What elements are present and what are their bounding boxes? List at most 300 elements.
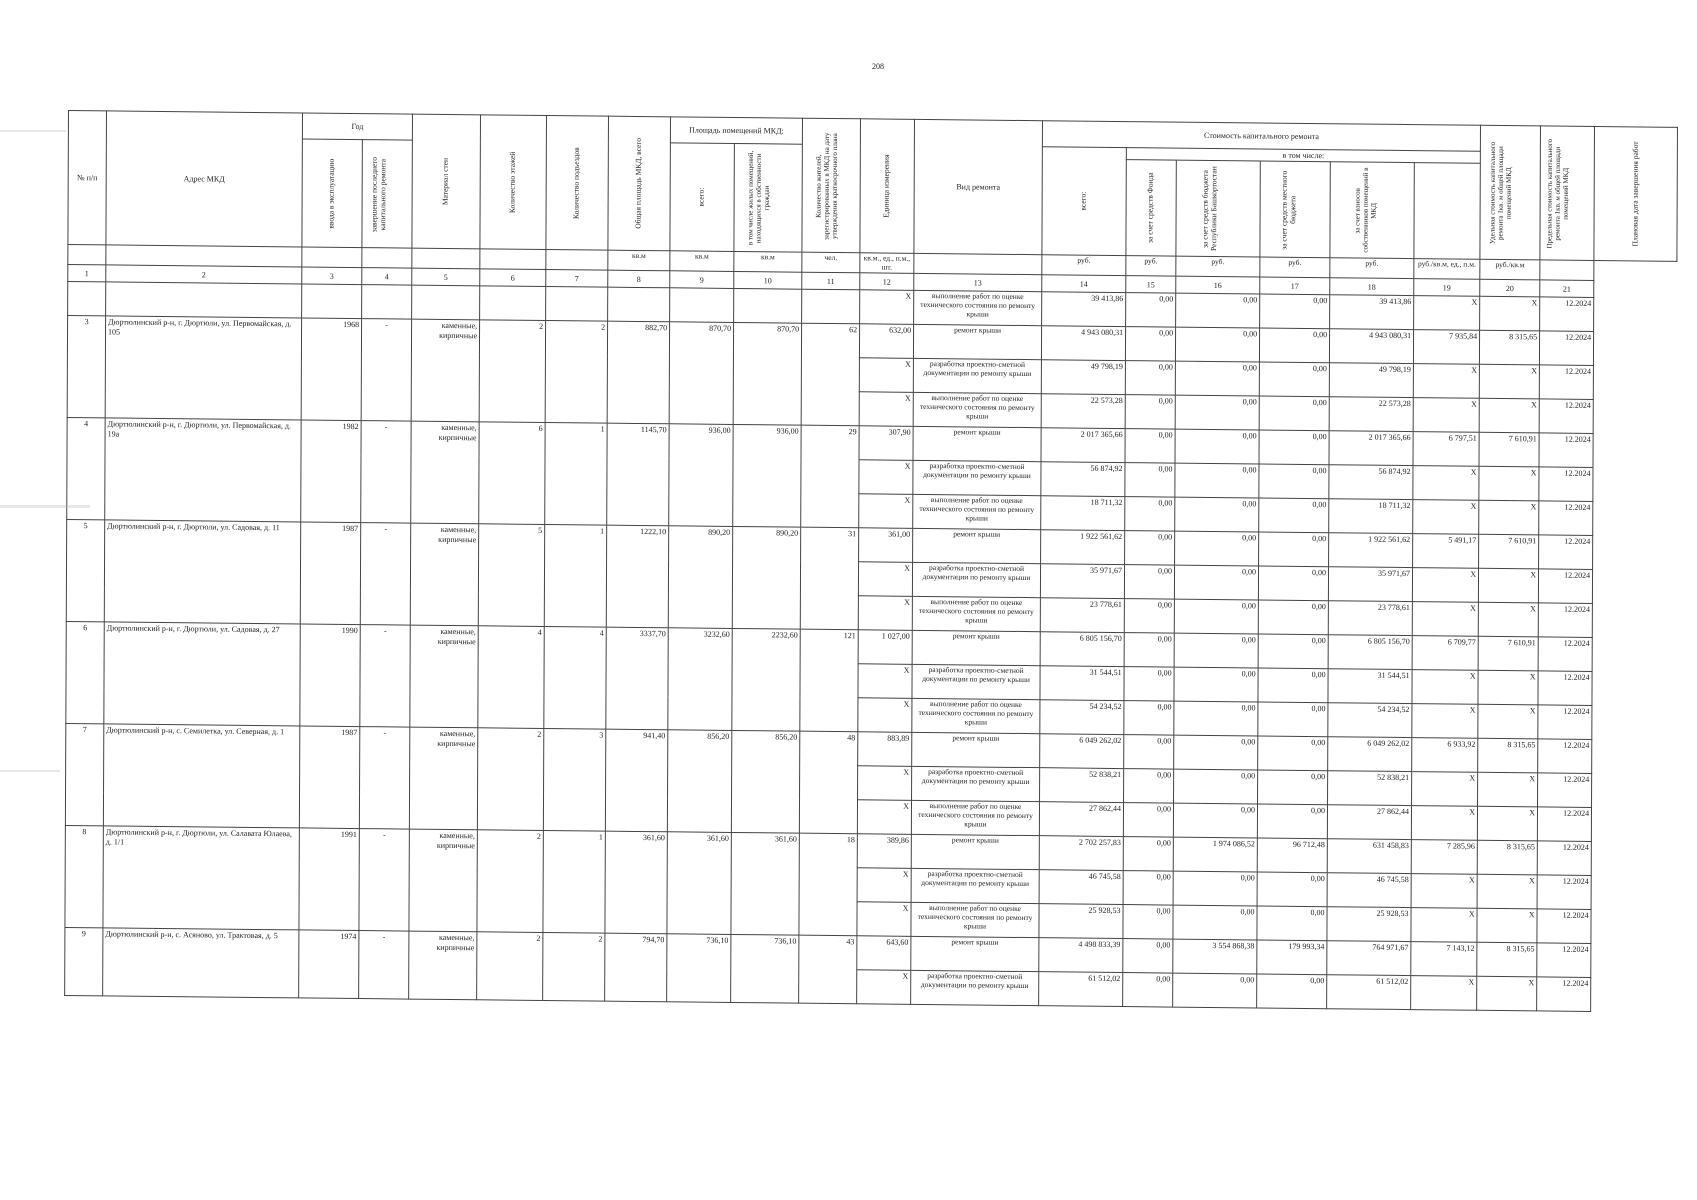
specific-cost: X: [1414, 296, 1480, 331]
cost-owners: 56 874,92: [1329, 465, 1413, 500]
private-area: 936,00: [733, 425, 801, 528]
private-area: 890,20: [732, 527, 800, 630]
total-area: 1145,70: [607, 424, 669, 527]
floors-count: 6: [479, 422, 545, 525]
premises-area: 890,20: [668, 526, 732, 629]
building-address: Дюртюлинский р-н, г. Дюртюли, ул. Первомайская, д. 105: [105, 316, 301, 420]
column-number: 8: [608, 271, 670, 289]
max-cost: X: [1477, 807, 1537, 842]
unit-value: X: [857, 902, 911, 937]
max-cost: 8 315,65: [1480, 331, 1540, 366]
entrances-count: 2: [543, 933, 605, 1002]
planned-date: 12.2024: [1537, 909, 1591, 944]
cost-republic: 0,00: [1175, 464, 1259, 499]
column-number: 9: [670, 271, 734, 289]
cost-local: 0,00: [1258, 600, 1328, 635]
planned-date: 12.2024: [1538, 671, 1592, 706]
wall-material: каменные, кирпичные: [410, 524, 478, 627]
unit-value: X: [859, 358, 913, 393]
cost-total: 2 017 365,66: [1041, 428, 1125, 463]
empty-cell: [480, 286, 546, 321]
cost-owners: 6 805 156,70: [1328, 635, 1412, 670]
unit-value: 361,00: [859, 528, 913, 563]
building-address: Дюртюлинский р-н, г. Дюртюли, ул. Салавата Юлаева, д. 1/1: [103, 826, 299, 930]
cost-republic: 0,00: [1173, 906, 1257, 941]
specific-cost: 6 797,51: [1413, 432, 1479, 467]
cost-republic: 0,00: [1173, 974, 1257, 1009]
cost-owners: 1 922 561,62: [1329, 533, 1413, 568]
cost-local: 0,00: [1258, 566, 1328, 601]
total-area: 361,60: [605, 832, 667, 935]
row-number: 9: [65, 928, 103, 996]
th-year-last-repair: завершение последнего капитального ремонта: [362, 140, 412, 249]
column-number: 10: [734, 272, 802, 290]
th-including-group: в том числе:: [1126, 148, 1480, 164]
unit-value: X: [858, 698, 912, 733]
th-repair-type: Вид ремонта: [914, 119, 1043, 255]
unit-value: 389,86: [857, 834, 911, 869]
row-number: 6: [66, 622, 104, 724]
planned-date: 12.2024: [1540, 297, 1594, 332]
column-number: 4: [362, 268, 412, 286]
specific-cost: 6 933,92: [1412, 738, 1478, 773]
cost-local: 0,00: [1258, 634, 1328, 669]
specific-cost: X: [1413, 500, 1479, 535]
entrances-count: 1: [543, 831, 605, 934]
planned-date: 12.2024: [1537, 841, 1591, 876]
cost-fund: 0,00: [1124, 701, 1174, 736]
building-address: Дюртюлинский р-н, с. Асяново, ул. Трактовая, д. 5: [103, 928, 299, 998]
repair-type: ремонт крыши: [913, 427, 1041, 462]
max-cost: X: [1478, 773, 1538, 808]
cost-total: 2 702 257,83: [1039, 836, 1123, 871]
cost-fund: 0,00: [1124, 565, 1174, 600]
cost-local: 0,00: [1259, 328, 1329, 363]
max-cost: 8 315,65: [1477, 841, 1537, 876]
column-number: 14: [1042, 275, 1126, 293]
year-last-repair: -: [359, 829, 409, 932]
empty-cell: [68, 282, 106, 316]
max-cost: 7 610,91: [1479, 433, 1539, 468]
cost-total: 4 943 080,31: [1041, 326, 1125, 361]
cost-local: 0,00: [1259, 532, 1329, 567]
year-last-repair: -: [360, 523, 410, 626]
cost-republic: 0,00: [1175, 430, 1259, 465]
cost-republic: 0,00: [1175, 328, 1259, 363]
row-number: 7: [65, 724, 103, 826]
cost-republic: 0,00: [1174, 702, 1258, 737]
column-number: 20: [1480, 280, 1540, 298]
unit-value: X: [858, 562, 912, 597]
cost-fund: 0,00: [1123, 973, 1173, 1008]
cost-local: 0,00: [1257, 974, 1327, 1009]
cost-owners: 25 928,53: [1327, 907, 1411, 942]
cost-local: 179 993,34: [1257, 940, 1327, 975]
page-number: 208: [872, 62, 884, 71]
cost-local: 0,00: [1258, 702, 1328, 737]
repair-type: разработка проектно-сметной документации по ремонту крыши: [911, 971, 1039, 1006]
specific-cost: X: [1412, 704, 1478, 739]
planned-date: 12.2024: [1539, 467, 1593, 502]
planned-date: 12.2024: [1537, 875, 1591, 910]
repair-type: выполнение работ по оценке технического состояния по ремонту крыши: [912, 597, 1040, 632]
repair-type: ремонт крыши: [911, 937, 1039, 972]
residents-count: 121: [800, 630, 858, 733]
th-year-group: Год: [302, 113, 412, 140]
row-number: 4: [67, 418, 105, 520]
specific-cost: 5 491,17: [1413, 534, 1479, 569]
cost-owners: 39 413,86: [1330, 295, 1414, 330]
repair-type: выполнение работ по оценке технического состояния по ремонту крыши: [911, 903, 1039, 938]
planned-date: 12.2024: [1539, 399, 1593, 434]
specific-cost: X: [1412, 602, 1478, 637]
th-wall-material: Материал стен: [412, 114, 481, 249]
year-last-repair: -: [359, 727, 409, 830]
cost-total: 56 874,92: [1041, 462, 1125, 497]
repair-type: выполнение работ по оценке технического состояния по ремонту крыши: [914, 291, 1042, 326]
cost-total: 54 234,52: [1040, 700, 1124, 735]
th-republic: за счет средств бюджета Республики Башкортостан: [1176, 160, 1260, 257]
max-cost: 8 315,65: [1477, 943, 1537, 978]
column-number: 17: [1260, 277, 1330, 295]
cost-total: 23 778,61: [1040, 598, 1124, 633]
cost-local: 0,00: [1260, 294, 1330, 329]
cost-fund: 0,00: [1124, 735, 1174, 770]
cost-fund: 0,00: [1124, 667, 1174, 702]
th-entrances: Количество подъездов: [546, 116, 609, 251]
cost-owners: 54 234,52: [1328, 703, 1412, 738]
cost-total: 4 498 833,39: [1039, 938, 1123, 973]
max-cost: X: [1478, 569, 1538, 604]
wall-material: каменные, кирпичные: [411, 320, 479, 423]
max-cost: X: [1478, 671, 1538, 706]
private-area: 870,70: [733, 323, 801, 426]
floors-count: 2: [479, 320, 545, 423]
unit-value: X: [858, 664, 912, 699]
cost-total: 18 711,32: [1041, 496, 1125, 531]
planned-date: 12.2024: [1538, 773, 1592, 808]
th-unit: Единица измерения: [860, 119, 915, 254]
max-cost: X: [1478, 603, 1538, 638]
cost-fund: 0,00: [1123, 837, 1173, 872]
row-number: 3: [67, 316, 105, 418]
premises-area: 736,10: [667, 934, 731, 1003]
cost-local: 96 712,48: [1257, 838, 1327, 873]
repair-type: выполнение работ по оценке технического состояния по ремонту крыши: [911, 801, 1039, 836]
column-number: 5: [412, 269, 480, 287]
year-commission: 1991: [299, 828, 359, 931]
cost-owners: 22 573,28: [1329, 397, 1413, 432]
cost-republic: 0,00: [1173, 804, 1257, 839]
cost-total: 39 413,86: [1042, 292, 1126, 327]
units-row: кв.м кв.м кв.м чел. кв.м., ед., п.м., шт. руб. руб. руб. руб. руб. руб./кв.м, ед., п.м. руб./кв.м: [68, 245, 1677, 282]
empty-cell: [412, 286, 480, 321]
column-number: 18: [1330, 278, 1414, 296]
building-address: Дюртюлинский р-н, г. Дюртюли, ул. Первомайская, д. 19а: [105, 418, 301, 522]
year-last-repair: -: [361, 319, 411, 422]
cost-republic: 0,00: [1174, 770, 1258, 805]
repair-type: разработка проектно-сметной документации по ремонту крыши: [913, 461, 1041, 496]
th-local: за счет средств местного бюджета: [1260, 161, 1330, 258]
max-cost: X: [1478, 705, 1538, 740]
specific-cost: 6 709,77: [1412, 636, 1478, 671]
column-number: 2: [106, 265, 302, 284]
cost-local: 0,00: [1258, 770, 1328, 805]
cost-republic: 0,00: [1173, 872, 1257, 907]
specific-cost: X: [1411, 874, 1477, 909]
max-cost: X: [1480, 297, 1540, 332]
cost-fund: 0,00: [1123, 905, 1173, 940]
th-fund: за счет средств Фонда: [1126, 160, 1176, 257]
th-planned-date: Плановая дата завершения работ: [1594, 126, 1677, 261]
unit-value: 307,90: [859, 426, 913, 461]
cost-fund: 0,00: [1123, 939, 1173, 974]
cost-fund: 0,00: [1124, 599, 1174, 634]
cost-republic: 0,00: [1174, 668, 1258, 703]
row-number: 5: [66, 520, 104, 622]
cost-total: 61 512,02: [1039, 972, 1123, 1007]
repair-type: разработка проектно-сметной документации по ремонту крыши: [913, 359, 1041, 394]
cost-owners: 764 971,67: [1327, 941, 1411, 976]
residents-count: 18: [799, 834, 857, 937]
floors-count: 2: [477, 830, 543, 933]
cost-republic: 1 974 086,52: [1173, 838, 1257, 873]
planned-date: 12.2024: [1540, 331, 1594, 366]
year-last-repair: -: [361, 421, 411, 524]
max-cost: X: [1479, 399, 1539, 434]
repair-type: ремонт крыши: [913, 325, 1041, 360]
specific-cost: X: [1411, 806, 1477, 841]
row-number: 8: [65, 826, 103, 928]
cost-republic: 0,00: [1174, 634, 1258, 669]
empty-cell: [362, 285, 412, 320]
residents-count: 31: [800, 528, 858, 631]
column-number: 1: [68, 265, 106, 282]
th-area-total: всего:: [670, 143, 734, 252]
residents-count: 29: [801, 426, 859, 529]
planned-date: 12.2024: [1537, 977, 1591, 1012]
private-area: 736,10: [731, 935, 799, 1004]
specific-cost: X: [1411, 908, 1477, 943]
entrances-count: 3: [543, 729, 605, 832]
specific-cost: X: [1412, 568, 1478, 603]
cost-fund: 0,00: [1125, 327, 1175, 362]
cost-owners: 61 512,02: [1327, 975, 1411, 1010]
year-last-repair: -: [360, 625, 410, 728]
cost-owners: 46 745,58: [1327, 873, 1411, 908]
entrances-count: 2: [545, 321, 607, 424]
total-area: 794,70: [605, 934, 667, 1003]
specific-cost: X: [1411, 976, 1477, 1011]
planned-date: 12.2024: [1538, 569, 1592, 604]
max-cost: X: [1477, 909, 1537, 944]
floors-count: 2: [477, 728, 543, 831]
cost-owners: 31 544,51: [1328, 669, 1412, 704]
entrances-count: 1: [544, 525, 606, 628]
cost-total: 49 798,19: [1041, 360, 1125, 395]
wall-material: каменные, кирпичные: [411, 422, 479, 525]
capital-repair-table: [64, 110, 1678, 1013]
specific-cost: X: [1413, 398, 1479, 433]
th-year-commission: ввода в эксплуатацию: [302, 139, 362, 248]
cost-total: 1 922 561,62: [1041, 530, 1125, 565]
th-specific-cost: Удельная стоимость капитального ремонта 1кв. м общей площади помещений МКД: [1480, 125, 1541, 260]
cost-total: 6 805 156,70: [1040, 632, 1124, 667]
cost-republic: 0,00: [1176, 294, 1260, 329]
repair-type: разработка проектно-сметной документации по ремонту крыши: [911, 869, 1039, 904]
year-commission: 1968: [301, 318, 361, 421]
planned-date: 12.2024: [1538, 603, 1592, 638]
cost-owners: 4 943 080,31: [1329, 329, 1413, 364]
cost-fund: 0,00: [1123, 871, 1173, 906]
th-address: Адрес МКД: [106, 111, 303, 247]
cost-local: 0,00: [1258, 736, 1328, 771]
total-area: 1222,10: [606, 526, 668, 629]
total-area: 941,40: [605, 730, 667, 833]
cost-republic: 0,00: [1175, 532, 1259, 567]
th-residents: Количество жителей, зарегистрированных в МКД на дату утверждения краткосрочного плана: [802, 118, 861, 253]
planned-date: 12.2024: [1538, 637, 1592, 672]
column-number: 7: [546, 270, 608, 288]
cost-owners: 18 711,32: [1329, 499, 1413, 534]
wall-material: каменные, кирпичные: [409, 728, 477, 831]
private-area: 2232,60: [732, 629, 800, 732]
cost-total: 31 544,51: [1040, 666, 1124, 701]
column-number: 12: [860, 273, 914, 291]
building-address: Дюртюлинский р-н, г. Дюртюли, ул. Садовая, д. 27: [104, 622, 300, 726]
unit-value: X: [858, 596, 912, 631]
cost-local: 0,00: [1259, 464, 1329, 499]
cost-total: 46 745,58: [1039, 870, 1123, 905]
repair-type: ремонт крыши: [912, 631, 1040, 666]
unit-value: X: [857, 868, 911, 903]
total-area: 882,70: [607, 322, 669, 425]
residents-count: 43: [799, 936, 857, 1005]
repair-type: разработка проектно-сметной документации по ремонту крыши: [912, 665, 1040, 700]
th-owners: за счет взносов собственников помещений в МКД: [1330, 162, 1414, 259]
cost-fund: 0,00: [1124, 769, 1174, 804]
cost-fund: 0,00: [1125, 463, 1175, 498]
column-number: 13: [914, 274, 1042, 292]
unit-value: X: [860, 290, 914, 325]
th-area-private: в том числе жилых помещений, находящихся в собственности граждан: [734, 143, 802, 252]
cost-fund: 0,00: [1125, 361, 1175, 396]
planned-date: 12.2024: [1537, 807, 1591, 842]
cost-fund: 0,00: [1125, 395, 1175, 430]
column-number: 3: [302, 267, 362, 285]
th-max-cost: Предельная стоимость капитального ремонта 1кв. м общей площади помещений МКД: [1540, 126, 1595, 261]
cost-local: 0,00: [1259, 498, 1329, 533]
empty-cell: [802, 290, 860, 325]
cost-total: 25 928,53: [1039, 904, 1123, 939]
th-cost-group: Стоимость капитального ремонта: [1042, 121, 1480, 152]
premises-area: 3232,60: [668, 628, 732, 731]
max-cost: 8 315,65: [1478, 739, 1538, 774]
column-number: 11: [802, 273, 860, 291]
capital-repair-table-sheet: [64, 110, 1678, 1013]
entrances-count: 1: [545, 423, 607, 526]
cost-owners: 52 838,21: [1328, 771, 1412, 806]
cost-local: 0,00: [1257, 804, 1327, 839]
total-area: 3337,70: [606, 628, 668, 731]
max-cost: X: [1477, 977, 1537, 1012]
repair-type: выполнение работ по оценке технического состояния по ремонту крыши: [913, 393, 1041, 428]
floors-count: 2: [477, 932, 543, 1001]
repair-type: разработка проектно-сметной документации по ремонту крыши: [912, 563, 1040, 598]
max-cost: X: [1479, 365, 1539, 400]
floors-count: 4: [478, 626, 544, 729]
unit-value: 883,89: [858, 732, 912, 767]
cost-total: 27 862,44: [1039, 802, 1123, 837]
cost-total: 35 971,67: [1040, 564, 1124, 599]
premises-area: 936,00: [669, 424, 733, 527]
planned-date: 12.2024: [1537, 943, 1591, 978]
unit-value: X: [858, 766, 912, 801]
building-address: Дюртюлинский р-н, г. Дюртюли, ул. Садовая, д. 11: [104, 520, 300, 624]
premises-area: 870,70: [669, 322, 733, 425]
cost-fund: 0,00: [1123, 803, 1173, 838]
max-cost: 7 610,91: [1479, 535, 1539, 570]
planned-date: 12.2024: [1539, 433, 1593, 468]
planned-date: 12.2024: [1538, 705, 1592, 740]
empty-cell: [546, 287, 608, 322]
column-number: 6: [480, 269, 546, 287]
cost-total: 22 573,28: [1041, 394, 1125, 429]
cost-republic: 3 554 868,38: [1173, 940, 1257, 975]
year-commission: 1974: [299, 930, 359, 999]
cost-local: 0,00: [1257, 872, 1327, 907]
year-commission: 1990: [300, 624, 360, 727]
specific-cost: 7 935,84: [1413, 330, 1479, 365]
premises-area: 856,20: [667, 730, 731, 833]
empty-cell: [734, 289, 802, 324]
empty-cell: [608, 288, 670, 323]
year-commission: 1987: [299, 726, 359, 829]
specific-cost: X: [1412, 772, 1478, 807]
unit-value: 1 027,00: [858, 630, 912, 665]
cost-owners: 6 049 262,02: [1328, 737, 1412, 772]
th-num: № п/п: [68, 111, 107, 246]
cost-local: 0,00: [1259, 362, 1329, 397]
repair-type: ремонт крыши: [912, 733, 1040, 768]
cost-owners: 49 798,19: [1329, 363, 1413, 398]
unit-value: 632,00: [859, 324, 913, 359]
repair-type: выполнение работ по оценке технического состояния по ремонту крыши: [912, 699, 1040, 734]
year-last-repair: -: [359, 931, 409, 1000]
planned-date: 12.2024: [1539, 365, 1593, 400]
repair-type: ремонт крыши: [913, 529, 1041, 564]
planned-date: 12.2024: [1538, 739, 1592, 774]
private-area: 361,60: [731, 833, 799, 936]
planned-date: 12.2024: [1539, 535, 1593, 570]
specific-cost: X: [1413, 466, 1479, 501]
cost-republic: 0,00: [1174, 736, 1258, 771]
empty-cell: [670, 288, 734, 323]
cost-fund: 0,00: [1125, 429, 1175, 464]
specific-cost: 7 143,12: [1411, 942, 1477, 977]
unit-value: X: [859, 460, 913, 495]
cost-local: 0,00: [1259, 430, 1329, 465]
cost-owners: 2 017 365,66: [1329, 431, 1413, 466]
th-cost-total: всего:: [1042, 147, 1126, 256]
cost-fund: 0,00: [1125, 497, 1175, 532]
building-address: Дюртюлинский р-н, с. Семилетка, ул. Северная, д. 1: [103, 724, 299, 828]
repair-type: выполнение работ по оценке технического состояния по ремонту крыши: [913, 495, 1041, 530]
th-total-area: Общая площадь МКД, всего: [608, 116, 671, 251]
cost-total: 6 049 262,02: [1040, 734, 1124, 769]
unit-value: X: [859, 392, 913, 427]
planned-date: 12.2024: [1539, 501, 1593, 536]
